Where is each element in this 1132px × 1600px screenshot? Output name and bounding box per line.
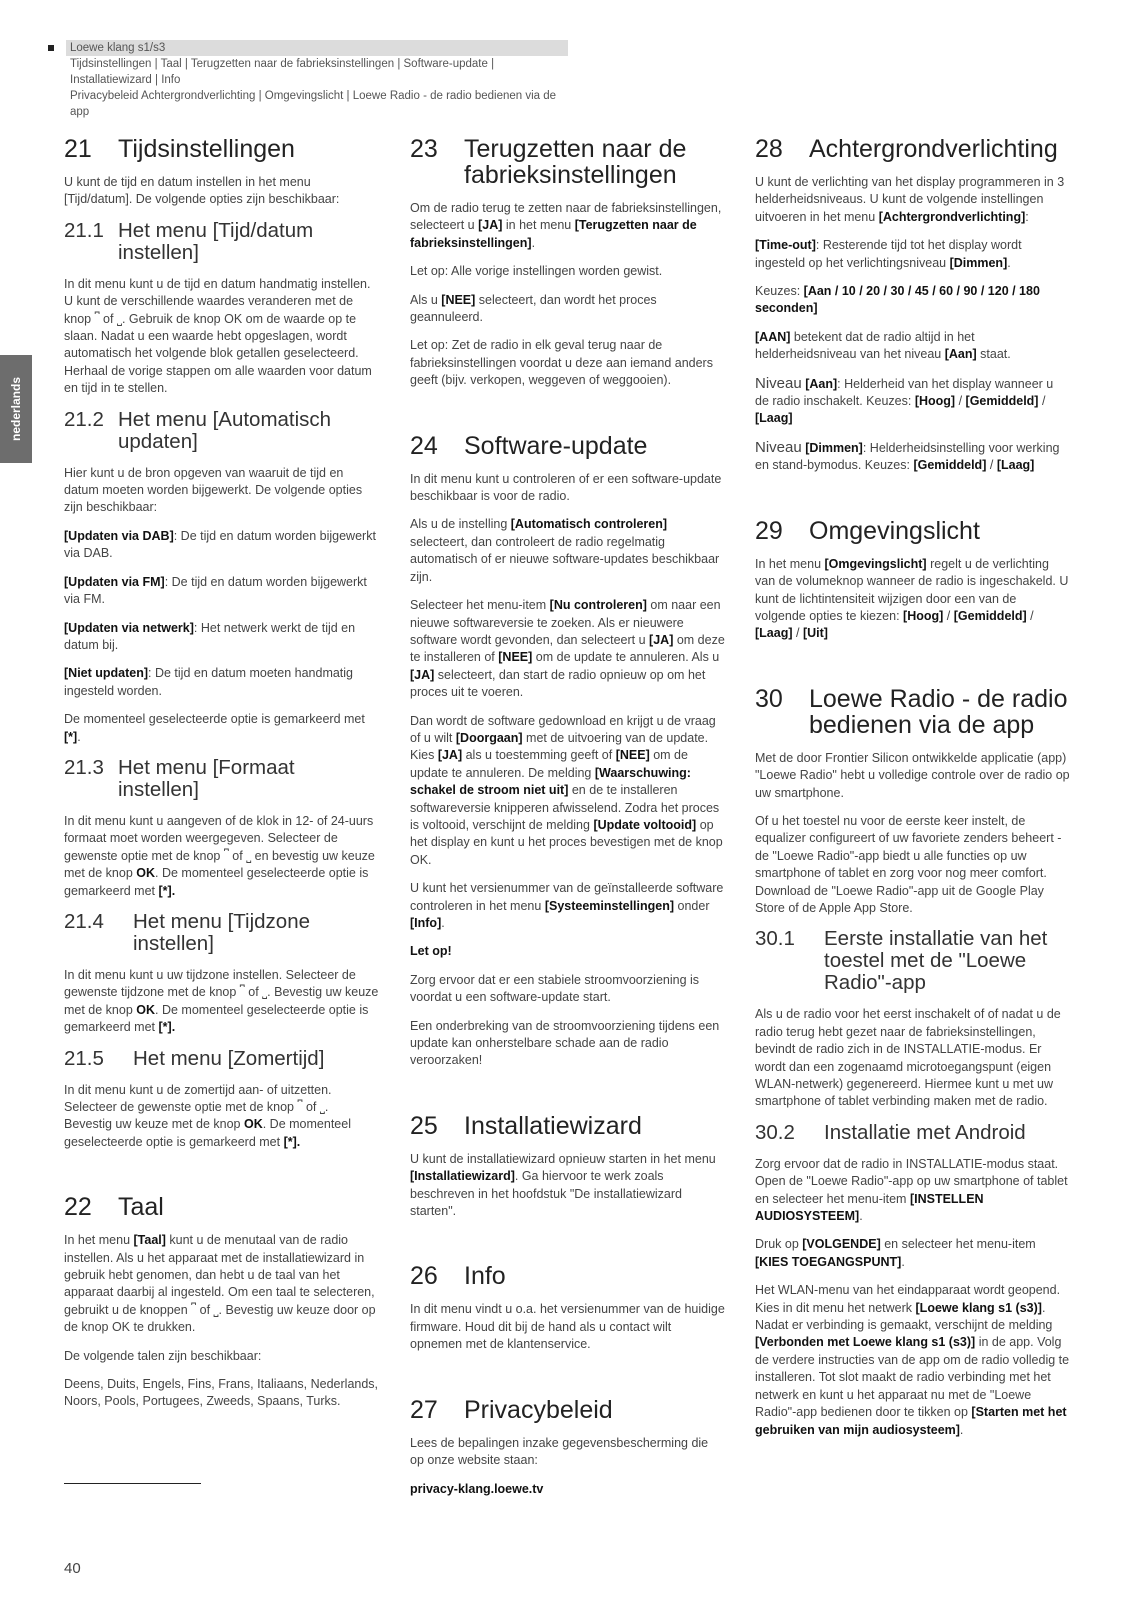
text: . Nadat er verbinding is gemaakt, verschijnt de melding (755, 1300, 1053, 1333)
warning-heading (410, 943, 725, 960)
paragraph (755, 1282, 1070, 1439)
text: . De momenteel geselecteerde optie is gemarkeerd met (64, 1002, 369, 1035)
option-label: [Hoog] (903, 608, 944, 623)
paragraph (410, 597, 725, 701)
option-label: [Updaten via FM] (64, 574, 165, 589)
header-line-2: Privacybeleid Achtergrondverlichting | Omgevingslicht | Loewe Radio - de radio bedienen via de app (70, 90, 557, 118)
paragraph: Hier kunt u de bron opgeven van waaruit de tijd en datum moeten worden bijgewerkt. De volgende opties zijn beschikbaar: (64, 465, 363, 515)
text: in het menu (505, 218, 572, 233)
text: kunt u de menutaal van de radio instellen. Als u het apparaat met de installatiewizard in gebruik hebt genomen, dan hebt u de taal van het apparaat daarbij al ingesteld. Om een taal te selecteren, gebruikt u de knoppen ⎴ of ⎵. Bevestig uw keuze door op de knop OK te drukken. (64, 1233, 376, 1335)
text: onder (677, 898, 710, 913)
language-tab-label: nederlands (9, 376, 23, 442)
section-title: Het menu [Zomertijd] (133, 1046, 325, 1070)
text: In dit menu kunt u de zomertijd aan- of uitzetten. Selecteer de gewenste optie met de knop ⎴ of ⎵. Bevestig uw keuze met de knop (64, 1082, 332, 1132)
paragraph: In dit menu kunt u de tijd en datum handmatig instellen. U kunt de verschillende waardes veranderen met de knop ⎴ of ⎵. Gebruik de knop OK om de waarde op te slaan. Nadat u een waarde hebt opgeslagen, wordt automatisch het volgende blok getallen geselecteerd. Herhaal de vorige stappen om alle waarden voor datum en tijd in te stellen. (64, 276, 372, 396)
paragraph (755, 237, 1070, 272)
option-label: [Nu controleren] (549, 598, 647, 613)
marker: [*]. (158, 883, 176, 898)
text: Het WLAN-menu van het eindapparaat wordt geopend. Kies in dit menu het netwerk (755, 1283, 1061, 1315)
option-values: [Aan / 10 / 20 / 30 / 45 / 60 / 90 / 120 / 180 seconden] (755, 284, 1040, 316)
option-label: [JA] (437, 748, 463, 763)
section-28-heading (755, 136, 1070, 162)
text: Niveau (755, 374, 802, 392)
option-label: [Automatisch controleren] (510, 517, 668, 532)
option-paragraph (64, 665, 379, 700)
text: In dit menu kunt u uw tijdzone instellen. Selecteer de gewenste tijdzone met de knop ⎴ of ⎵. Bevestig uw keuze met de knop (64, 967, 379, 1017)
section-22-heading (64, 1194, 379, 1220)
text: U kunt de verlichting van het display programmeren in 3 helderheidsniveaus. U kunt de volgende instellingen uitvoeren in het menu (755, 175, 1065, 224)
paragraph (64, 813, 379, 900)
menu-name: [Terugzetten naar de fabrieksinstellingen] (410, 218, 697, 250)
text: als u toestemming geeft of (465, 748, 613, 763)
text: / (1041, 394, 1046, 409)
paragraph: Let op: Zet de radio in elk geval terug naar de fabrieksinstellingen voordat u deze aan iemand anders geeft (bijv. verkopen, weggeven of weggooien). (410, 338, 713, 388)
option-label: [Updaten via netwerk] (64, 620, 194, 635)
option-label: [AAN] (755, 329, 791, 344)
section-number: 29 (755, 516, 783, 545)
text: U kunt de installatiewizard opnieuw starten in het menu (410, 1151, 716, 1166)
paragraph: U kunt de tijd en datum instellen in het menu [Tijd/datum]. De volgende opties zijn beschikbaar: (64, 175, 340, 207)
option-label: [Niet updaten] (64, 666, 149, 681)
paragraph (755, 1236, 1070, 1271)
menu-name: [Starten met het gebruiken van mijn audiosysteem] (755, 1405, 1067, 1437)
section-number: 28 (755, 135, 783, 163)
running-header (48, 40, 568, 120)
paragraph: Een onderbreking van de stroomvoorziening tijdens een update kan onherstelbare schade aan de radio veroorzaken! (410, 1018, 720, 1068)
text: . (859, 1209, 863, 1224)
text: : Helderheid van het display wanneer u de radio inschakelt. Keuzes: (755, 376, 1054, 409)
paragraph (755, 556, 1070, 643)
ok-key: OK (243, 1117, 263, 1132)
option-label: [Laag] (755, 626, 793, 641)
text: Dan wordt de software gedownload en krijgt u de vraag of u wilt (410, 713, 716, 745)
menu-name: [Installatiewizard] (410, 1169, 515, 1184)
paragraph: Lees de bepalingen inzake gegevensbescherming die op onze website staan: (410, 1435, 709, 1468)
option-label: [Laag] (755, 411, 793, 426)
text: en de te installeren softwareversie knipperen afwisselend. Zodra het proces is voltooid, verschijnt de melding (410, 783, 720, 832)
section-title: Tijdsinstellingen (118, 135, 295, 163)
text: . (441, 916, 445, 930)
paragraph (410, 713, 725, 870)
paragraph (64, 1082, 379, 1152)
section-title: Het menu [Tijdzone instellen] (133, 909, 310, 955)
paragraph: In dit menu vindt u o.a. het versienummer van de huidige firmware. Houd dit bij de hand als u contact wilt opnemen met de klantenservice. (410, 1302, 725, 1352)
privacy-url[interactable]: privacy-klang.loewe.tv (410, 1481, 544, 1496)
text: Als u de instelling (410, 517, 508, 532)
option-paragraph (64, 620, 379, 655)
ok-key: OK (136, 866, 156, 881)
section-title: Eerste installatie van het toestel met de "Loewe Radio"-app (824, 927, 1048, 995)
column-2 (410, 128, 725, 1509)
option-label: [Time-out] (755, 238, 816, 253)
menu-name: [Achtergrondverlichting] (878, 209, 1026, 224)
option-label: [Doorgaan] (455, 730, 523, 745)
text: . De momenteel geselecteerde optie is gemarkeerd met (64, 1117, 351, 1149)
section-title: Installatiewizard (464, 1111, 642, 1140)
marker: [*]. (158, 1020, 176, 1035)
text: : Resterende tijd tot het display wordt ingesteld op het verlichtingsniveau (755, 238, 1022, 270)
paragraph (755, 174, 1070, 226)
text: In dit menu kunt u aangeven of de klok in 12- of 24-uurs formaat moet worden weergegeven. Selecteer de gewenste optie met de knop ⎴ of ⎵ en bevestig uw keuze met de knop (64, 813, 375, 881)
section-title: Achtergrondverlichting (809, 135, 1058, 163)
section-number: 21.5 (64, 1046, 104, 1070)
section-number: 30 (755, 684, 783, 713)
text: om de update te annuleren. De melding (410, 748, 688, 780)
paragraph (64, 967, 379, 1037)
text: om deze te installeren of (410, 632, 725, 665)
option-label: [Dimmen] (949, 255, 1008, 270)
option-label: [JA] (649, 632, 674, 647)
option-paragraph (64, 528, 379, 563)
section-21-5-heading (64, 1048, 379, 1070)
text: In het menu (64, 1233, 131, 1248)
text: . (901, 1254, 905, 1269)
section-title: Info (464, 1262, 506, 1291)
paragraph (755, 329, 1070, 364)
paragraph: Als u de radio voor het eerst inschakelt of of nadat u de radio terug hebt gezet naar de fabrieksinstellingen, bevindt de radio zich in de INSTALLATIE-modus. Er wordt dan een zogenaamd microtoegangspunt (eigen WLAN-netwerk) gegenereerd. Hiermee kunt u met uw smartphone of tablet verbinding maken met de radio. (755, 1007, 1061, 1109)
text: . Ga hiervoor te werk zoals beschreven in het hoofdstuk "De installatiewizard starten". (410, 1169, 682, 1219)
section-21-1-heading (64, 220, 379, 264)
menu-name: [Systeeminstellingen] (544, 898, 675, 913)
section-23-heading (410, 136, 725, 188)
text: selecteert, dan controleert de radio regelmatig automatisch of er nieuwe software-updates beschikbaar zijn. (410, 534, 720, 584)
option-label: [Aan] (805, 376, 838, 391)
option-label: [JA] (410, 667, 435, 682)
section-30-2-heading (755, 1122, 1070, 1144)
text: . (1007, 255, 1011, 270)
menu-name: [KIES TOEGANGSPUNT] (755, 1254, 902, 1269)
page-number: 40 (64, 1560, 81, 1577)
text: en selecteer het menu-item (884, 1237, 1036, 1252)
paragraph (64, 1232, 379, 1336)
text: : Helderheidsinstelling voor werking en stand-bymodus. Keuzes: (755, 440, 1060, 473)
marker: [*]. (283, 1134, 301, 1149)
text: Zorg ervoor dat de radio in INSTALLATIE-modus staat. Open de "Loewe Radio"-app op uw smartphone of tablet en selecteer het menu-item (755, 1156, 1068, 1206)
paragraph: Of u het toestel nu voor de eerste keer instelt, de equalizer configureert of uw favoriete zenders beheert - de "Loewe Radio"-app biedt u alle functies op uw smartphone of tablet en zorg voor nog meer comfort. Download de "Loewe Radio"-app uit de Google Play Store of de Apple App Store. (755, 813, 1062, 915)
section-title: Het menu [Formaat instellen] (118, 755, 295, 801)
paragraph: Zorg ervoor dat er een stabiele stroomvoorziening is voordat u een software-update start. (410, 972, 700, 1005)
section-25-heading (410, 1113, 725, 1139)
text: staat. (980, 347, 1011, 362)
menu-name: [INSTELLEN AUDIOSYSTEEM] (755, 1191, 984, 1224)
paragraph: Let op: Alle vorige instellingen worden gewist. (410, 264, 663, 279)
column-3 (755, 128, 1070, 1450)
ok-key: OK (136, 1002, 156, 1017)
text: met de uitvoering van de update. Kies (410, 730, 709, 763)
message-label: [Update voltooid] (593, 817, 697, 832)
section-27-heading (410, 1397, 725, 1423)
option-label: [JA] (478, 218, 503, 233)
section-title: Het menu [Automatisch updaten] (118, 407, 332, 453)
paragraph (410, 1151, 725, 1221)
text: Keuzes: (755, 284, 801, 299)
paragraph (755, 283, 1070, 318)
option-label: [Gemiddeld] (965, 394, 1039, 409)
text: om naar een nieuwe softwareversie te zoeken. Als er nieuwere software wordt gevonden, dan selecteert u (410, 598, 721, 647)
text: . (959, 1422, 964, 1437)
text: / (989, 458, 994, 473)
paragraph (755, 1156, 1070, 1226)
menu-name: [Taal] (133, 1233, 166, 1248)
language-tab (0, 355, 32, 463)
text: selecteert, dan start de radio opnieuw op om het proces uit te voeren. (410, 667, 706, 700)
text: De momenteel geselecteerde optie is gemarkeerd met (64, 712, 365, 727)
text: Niveau (755, 438, 802, 456)
section-title: Software-update (464, 431, 648, 460)
option-text: : De tijd en datum worden bijgewerkt via DAB. (64, 528, 376, 561)
option-label: [Uit] (802, 626, 828, 641)
section-number: 30.2 (755, 1120, 795, 1144)
section-number: 24 (410, 431, 438, 460)
paragraph (755, 439, 1070, 475)
paragraph (410, 200, 725, 252)
section-21-2-heading (64, 409, 379, 453)
option-label: [Updaten via DAB] (64, 528, 174, 543)
section-30-1-heading (755, 928, 1070, 994)
paragraph: Met de door Frontier Silicon ontwikkelde applicatie (app) "Loewe Radio" hebt u volledige controle over de radio op uw smartphone. (755, 750, 1070, 800)
message-label: [Waarschuwing: schakel de stroom niet uit] (410, 765, 691, 798)
section-number: 21.2 (64, 407, 104, 431)
text: betekent dat de radio altijd in het helderheidsniveau van het niveau (755, 329, 975, 362)
menu-name: [VOLGENDE] (802, 1237, 881, 1252)
section-title: Loewe Radio - de radio bedienen via de app (809, 684, 1068, 739)
section-title: Privacybeleid (464, 1395, 613, 1424)
text: . (531, 235, 536, 250)
paragraph (755, 375, 1070, 428)
section-title: Installatie met Android (824, 1120, 1026, 1144)
text: / (795, 626, 800, 641)
paragraph: De volgende talen zijn beschikbaar: (64, 1348, 262, 1363)
header-line-1: Tijdsinstellingen | Taal | Terugzetten naar de fabrieksinstellingen | Software-update | Installatiewizard | Info (70, 58, 495, 86)
text: Druk op (755, 1237, 799, 1252)
text: regelt u de verlichting van de volumeknop wanneer de radio is ingeschakeld. U kunt de lichtintensiteit wijzigen door een van de volgende opties te kiezen: (755, 556, 1069, 623)
network-name: [Loewe klang s1 (s3)] (915, 1300, 1042, 1315)
menu-name: [Omgevingslicht] (824, 556, 927, 571)
text: Selecteer het menu-item (410, 598, 547, 613)
section-21-3-heading (64, 757, 379, 801)
text: . De momenteel geselecteerde optie is gemarkeerd met (64, 866, 369, 898)
text: : (1025, 209, 1029, 224)
paragraph: Deens, Duits, Engels, Fins, Frans, Italiaans, Nederlands, Noors, Pools, Portugees, Zweeds, Spaans, Turks. (64, 1377, 379, 1409)
section-number: 27 (410, 1395, 438, 1424)
text: / (958, 394, 963, 409)
option-label: [Hoog] (914, 394, 956, 409)
paragraph (410, 880, 725, 932)
option-label: [Gemiddeld] (953, 608, 1027, 623)
option-paragraph (64, 574, 379, 609)
menu-name: [Info] (410, 916, 442, 930)
section-title: Terugzetten naar de fabrieksinstellingen (464, 135, 687, 189)
paragraph (410, 516, 725, 586)
warning-label: Let op! (410, 944, 452, 959)
text: op het display en kunt u het proces bevestigen met de knop OK. (410, 817, 723, 867)
section-title: Het menu [Tijd/datum instellen] (118, 218, 314, 264)
text: U kunt het versienummer van de geïnstalleerde software controleren in het menu (410, 881, 724, 913)
section-30-heading (755, 686, 1070, 738)
option-label: [Dimmen] (805, 440, 863, 455)
option-text: : De tijd en datum worden bijgewerkt via FM. (64, 574, 367, 607)
section-number: 22 (64, 1193, 92, 1222)
option-label: [Aan] (944, 347, 977, 362)
section-title: Taal (118, 1193, 164, 1222)
text: Om de radio terug te zetten naar de fabrieksinstellingen, selecteert u (410, 201, 722, 233)
paragraph (410, 292, 725, 327)
option-label: [Gemiddeld] (913, 458, 987, 473)
header-product: Loewe klang s1/s3 (66, 40, 568, 56)
column-1 (64, 128, 379, 1422)
text: Als u (410, 292, 438, 307)
paragraph: In dit menu kunt u controleren of er een software-update beschikbaar is voor de radio. (410, 471, 722, 504)
text: om de update te annuleren. Als u (535, 650, 720, 665)
paragraph: De momenteel geselecteerde optie is gemarkeerd met [*]. (64, 712, 365, 744)
section-21-heading (64, 136, 379, 162)
section-29-heading (755, 518, 1070, 544)
section-number: 21.1 (64, 218, 104, 242)
section-number: 21.4 (64, 909, 104, 933)
header-bullet (48, 45, 54, 51)
text: In het menu (755, 556, 822, 571)
text: / (1030, 608, 1034, 623)
section-number: 26 (410, 1262, 438, 1291)
section-21-4-heading (64, 911, 379, 955)
option-label: [NEE] (498, 650, 533, 665)
marker: [*] (64, 729, 78, 744)
section-title: Omgevingslicht (809, 516, 980, 545)
footnote-rule (64, 1483, 201, 1484)
section-number: 25 (410, 1111, 438, 1140)
option-text: : Het netwerk werkt de tijd en datum bij. (64, 620, 356, 652)
privacy-url-line (410, 1481, 725, 1498)
message-label: [Verbonden met Loewe klang s1 (s3)] (755, 1335, 976, 1350)
text: in de app. Volg de verdere instructies van de app om de radio volledig te installeren. Tot slot maakt de radio verbinding met het netwerk en kunt u het apparaat nu met de "Loewe Radio"-app bedienen door te tikken op (755, 1335, 1070, 1420)
section-number: 23 (410, 135, 438, 163)
text: / (946, 608, 951, 623)
section-number: 21.3 (64, 755, 104, 779)
option-label: [Laag] (996, 458, 1035, 473)
section-number: 21 (64, 135, 92, 163)
option-label: [NEE] (615, 748, 650, 763)
section-26-heading (410, 1263, 725, 1289)
section-number: 30.1 (755, 927, 795, 951)
section-24-heading (410, 433, 725, 459)
option-text: : De tijd en datum moeten handmatig ingesteld worden. (64, 666, 354, 698)
text: selecteert, dan wordt het proces geannuleerd. (410, 292, 657, 325)
option-label: [NEE] (441, 292, 476, 307)
